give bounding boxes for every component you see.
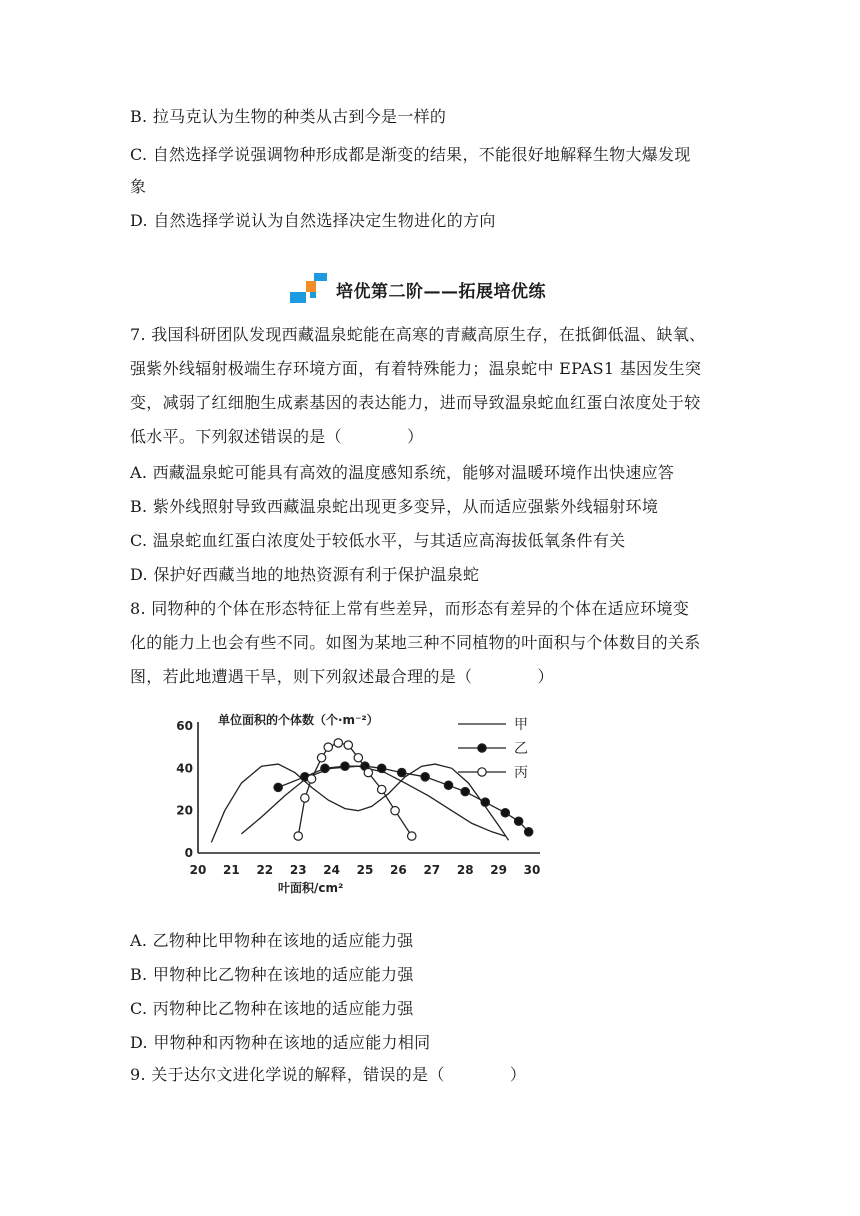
section-title: 培优第二阶——拓展培优练 (336, 281, 546, 302)
data-point (364, 768, 372, 776)
x-tick-label: 27 (423, 863, 441, 877)
q8-stem-line-2: 化的能力上也会有些不同。如图为某地三种不同植物的叶面积与个体数目的关系 (130, 633, 701, 652)
x-tick-label: 22 (256, 863, 274, 877)
option-c-q6: C. 自然选择学说强调物种形成都是渐变的结果，不能很好地解释生物大爆发现 (130, 145, 691, 164)
y-tick-label: 60 (176, 719, 193, 733)
q7-option-b: B. 紫外线照射导致西藏温泉蛇出现更多变异，从而适应强紫外线辐射环境 (130, 497, 659, 516)
x-tick-label: 26 (390, 863, 407, 877)
data-point (378, 785, 386, 793)
x-axis-label: 叶面积/cm² (278, 881, 344, 895)
section-heading (290, 272, 546, 306)
data-point (324, 743, 332, 751)
data-point (408, 832, 416, 840)
q8-option-b: B. 甲物种比乙物种在该地的适应能力强 (130, 965, 414, 984)
data-point (444, 781, 452, 789)
legend-label: 丙 (514, 765, 528, 781)
q7-stem-line-3: 变，减弱了红细胞生成素基因的表达能力，进而导致温泉蛇血红蛋白浓度处于较 (130, 393, 701, 412)
data-point (321, 764, 329, 772)
q7-stem-line-4: 低水平。下列叙述错误的是（ ） (130, 427, 424, 446)
series-3 (294, 739, 416, 841)
data-point (514, 817, 522, 825)
x-tick-label: 29 (490, 863, 507, 877)
option-d-q6: D. 自然选择学说认为自然选择决定生物进化的方向 (130, 211, 496, 230)
data-point (274, 783, 282, 791)
leaf-area-chart (160, 702, 560, 906)
data-point (378, 764, 386, 772)
legend-label: 甲 (514, 717, 528, 733)
data-point (391, 806, 399, 814)
series-line (211, 764, 508, 842)
series-1 (211, 764, 508, 842)
x-tick-label: 30 (523, 863, 541, 877)
data-point (421, 773, 429, 781)
data-point (294, 832, 302, 840)
data-point (307, 775, 315, 783)
q8-option-d: D. 甲物种和丙物种在该地的适应能力相同 (130, 1033, 431, 1052)
x-tick-label: 20 (189, 863, 207, 877)
data-point (301, 794, 309, 802)
stacked-blocks-icon (290, 273, 328, 305)
series-2 (274, 762, 533, 836)
x-tick-label: 23 (289, 863, 307, 877)
legend-marker (478, 744, 486, 752)
data-point (341, 762, 349, 770)
q7-option-d: D. 保护好西藏当地的地热资源有利于保护温泉蛇 (130, 565, 480, 584)
q7-stem-line-1: 7. 我国科研团队发现西藏温泉蛇能在高寒的青藏高原生存，在抵御低温、缺氧、 (130, 325, 706, 344)
q7-option-c: C. 温泉蛇血红蛋白浓度处于较低水平，与其适应高海拔低氧条件有关 (130, 531, 626, 550)
data-point (501, 809, 509, 817)
chart-svg (160, 702, 560, 902)
chart-axes (198, 722, 540, 853)
data-point (334, 739, 342, 747)
data-point (461, 787, 469, 795)
q8-stem-line-1: 8. 同物种的个体在形态特征上常有些差异，而形态有差异的个体在适应环境变 (130, 599, 690, 618)
q9-stem: 9. 关于达尔文进化学说的解释，错误的是（ ） (130, 1065, 527, 1084)
x-tick-label: 28 (456, 863, 474, 877)
x-tick-label: 24 (323, 863, 340, 877)
data-point (398, 768, 406, 776)
option-c-q6-continued: 象 (130, 177, 147, 196)
option-b-q6: B. 拉马克认为生物的种类从古到今是一样的 (130, 107, 447, 126)
legend-marker (478, 768, 486, 776)
data-point (481, 798, 489, 806)
q7-option-a: A. 西藏温泉蛇可能具有高效的温度感知系统，能够对温暖环境作出快速应答 (130, 463, 675, 482)
legend-label: 乙 (514, 741, 528, 757)
q8-option-c: C. 丙物种比乙物种在该地的适应能力强 (130, 999, 414, 1018)
x-tick-label: 21 (223, 863, 240, 877)
data-point (524, 828, 532, 836)
q8-stem-line-3: 图，若此地遭遇干旱，则下列叙述最合理的是（ ） (130, 667, 554, 686)
y-tick-label: 20 (176, 803, 193, 818)
data-point (317, 754, 325, 762)
y-tick-label: 0 (184, 846, 193, 860)
x-tick-label: 25 (356, 863, 374, 877)
y-tick-label: 40 (176, 761, 193, 776)
chart-title: 单位面积的个体数（个·m⁻²） (218, 713, 379, 727)
q7-stem-line-2: 强紫外线辐射极端生存环境方面，有着特殊能力；温泉蛇中 EPAS1 基因发生突 (130, 359, 702, 378)
series-line (241, 766, 505, 836)
q8-option-a: A. 乙物种比甲物种在该地的适应能力强 (130, 931, 414, 950)
data-point (354, 754, 362, 762)
data-point (344, 741, 352, 749)
